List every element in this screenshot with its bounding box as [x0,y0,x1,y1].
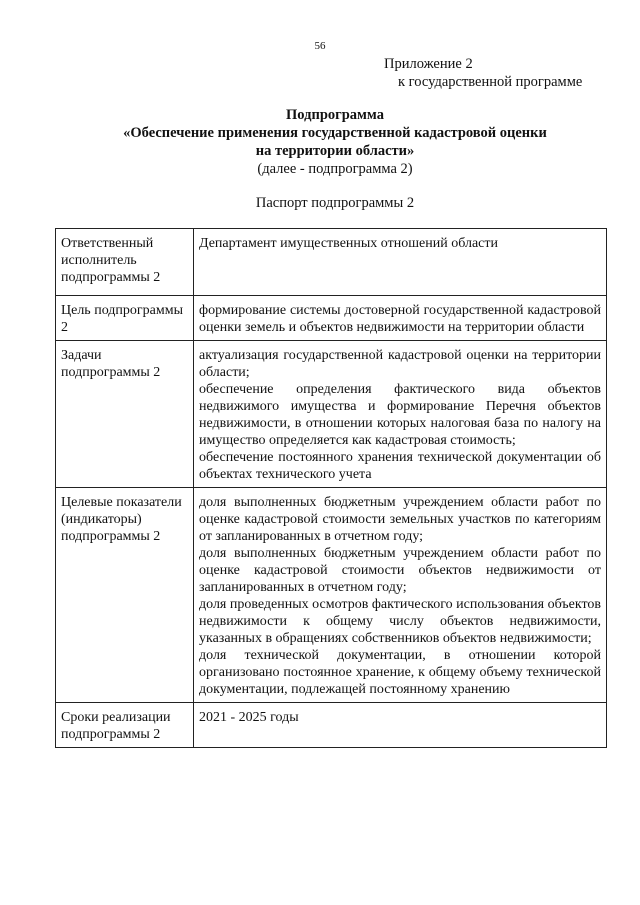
row-value-item: доля выполненных бюджетным учреждением области работ по оценке кадастровой стоимости земельных участков по категориям от запланированных в отчетном году; [199,495,601,544]
row-value-item: 2021 - 2025 годы [199,710,299,725]
row-label: Сроки реализации подпрограммы 2 [56,703,194,748]
row-value-item: доля выполненных бюджетным учреждением области работ по оценке кадастровой стоимости объектов недвижимости от запланированных в отчетном году; [199,546,601,595]
row-value [194,341,607,488]
row-value [194,703,607,748]
row-value-item: формирование системы достоверной государственной кадастровой оценки земель и объектов недвижимости на территории области [199,303,601,335]
table-row [56,229,607,296]
table-row [56,296,607,341]
row-value [194,488,607,703]
table-row [56,703,607,748]
row-value-item: актуализация государственной кадастровой оценки на территории области; [199,348,601,380]
row-label: Ответственный исполнитель подпрограммы 2 [56,229,194,296]
appendix-line-2: к государственной программе [398,74,583,90]
row-value [194,229,607,296]
row-value-item: Департамент имущественных отношений области [199,236,498,251]
passport-table [55,228,607,748]
page-number: 56 [314,40,326,52]
table-row [56,341,607,488]
appendix-line-1: Приложение 2 [384,56,473,72]
row-label: Целевые показатели (индикаторы) подпрограммы 2 [56,488,194,703]
table-row [56,488,607,703]
appendix-note [360,55,600,91]
subtitle: (далее - подпрограмма 2) [257,161,413,177]
passport-title: Паспорт подпрограммы 2 [255,195,415,211]
title-line-2: «Обеспечение применения государственной кадастровой оценки [123,125,547,141]
subprogram-title-block [60,106,610,178]
row-label: Цель подпрограммы 2 [56,296,194,341]
title-line-3: на территории области» [255,143,415,159]
row-value-item: доля технической документации, в отношении которой организовано постоянное хранение, к общему объему технической документации, подлежащей постоянному хранению [199,648,601,697]
row-label: Задачи подпрограммы 2 [56,341,194,488]
row-value-item: обеспечение постоянного хранения технической документации об объектах технического учета [199,450,601,482]
row-value-item: обеспечение определения фактического вида объектов недвижимого имущества и формирование Перечня объектов недвижимости, в отношении которых налоговая база по налогу на имущество определяется как кадастровая стоимость; [199,382,601,448]
row-value-item: доля проведенных осмотров фактического использования объектов недвижимости к общему числу объектов недвижимости, указанных в обращениях собственников объектов недвижимости; [199,597,601,646]
title-line-1: Подпрограмма [286,107,384,123]
row-value [194,296,607,341]
